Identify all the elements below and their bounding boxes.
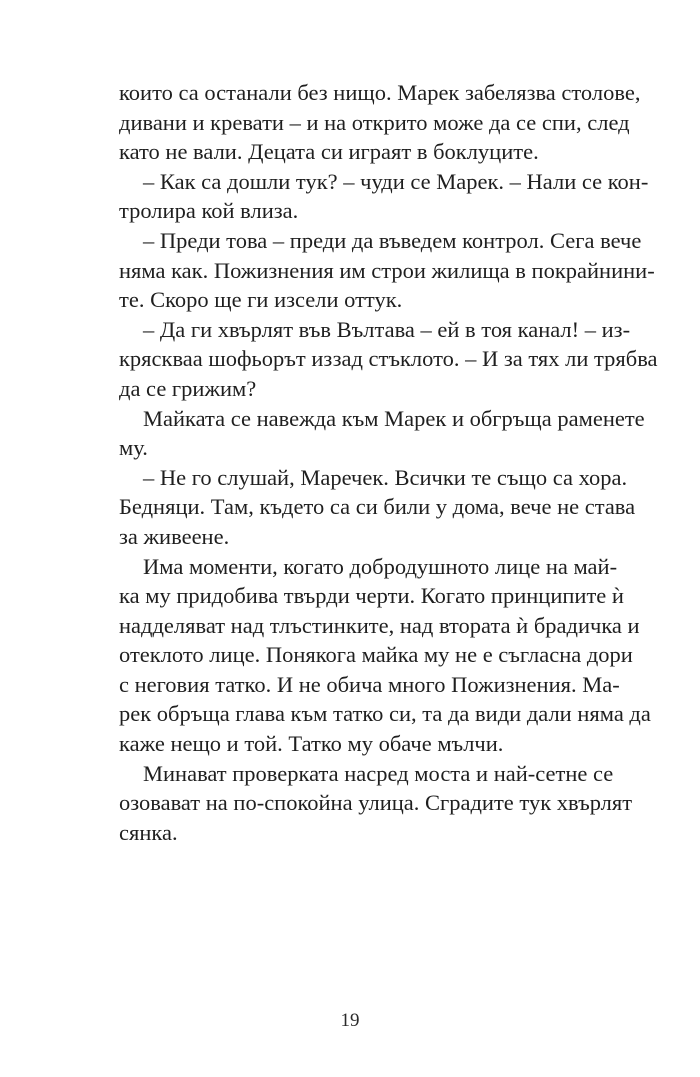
text-line: с неговия татко. И не обича много Пожизнения. Ма- [119,671,620,697]
text-line: Има моменти, когато добродушното лице на май- [143,553,618,579]
text-line: Майката се навежда към Марек и обгръща раменете [143,405,645,431]
text-line: надделяват над тлъстинките, над втората ѝ брадичка и [119,612,640,638]
text-line: отеклото лице. Понякога майка му не е съгласна дори [119,642,633,668]
text-line: за живеене. [119,523,230,549]
text-line: дивани и кревати – и на открито може да се спи, след [119,109,630,135]
text-line: каже нещо и той. Татко му обаче мълчи. [119,731,504,757]
body-text [119,78,658,847]
text-line: – Как са дошли тук? – чуди се Марек. – Нали се кон- [143,168,649,194]
text-line: тролира кой влиза. [119,198,299,224]
text-line: няма как. Пожизнения им строи жилища в покрайнини- [119,257,655,283]
text-line: като не вали. Децата си играят в боклуците. [119,139,539,165]
text-line: рек обръща глава към татко си, та да види дали няма да [119,701,651,727]
text-line: – Да ги хвърлят във Вълтава – ей в тоя канал! – из- [143,316,631,342]
text-line: – Преди това – преди да въведем контрол. Сега вече [143,227,642,253]
text-line: те. Скоро ще ги изсели оттук. [119,287,403,313]
text-line: кряскваа шофьорът иззад стъклото. – И за тях ли трябва [119,346,658,372]
text-line: Бедняци. Там, където са си били у дома, вече не става [119,494,636,520]
page-number: 19 [340,1010,360,1031]
text-line: Минават проверката насред моста и най-сетне се [143,760,614,786]
text-line: му. [119,435,148,461]
text-line: ка му придобива твърди черти. Когато принципите ѝ [119,583,624,609]
text-line: – Не го слушай, Маречек. Всички те също са хора. [143,464,628,490]
text-line: които са останали без нищо. Марек забелязва столове, [119,80,641,105]
text-line: сянка. [119,819,178,845]
text-line: озовават на по-спокойна улица. Сградите тук хвърлят [119,790,633,816]
text-line: да се грижим? [119,375,257,401]
